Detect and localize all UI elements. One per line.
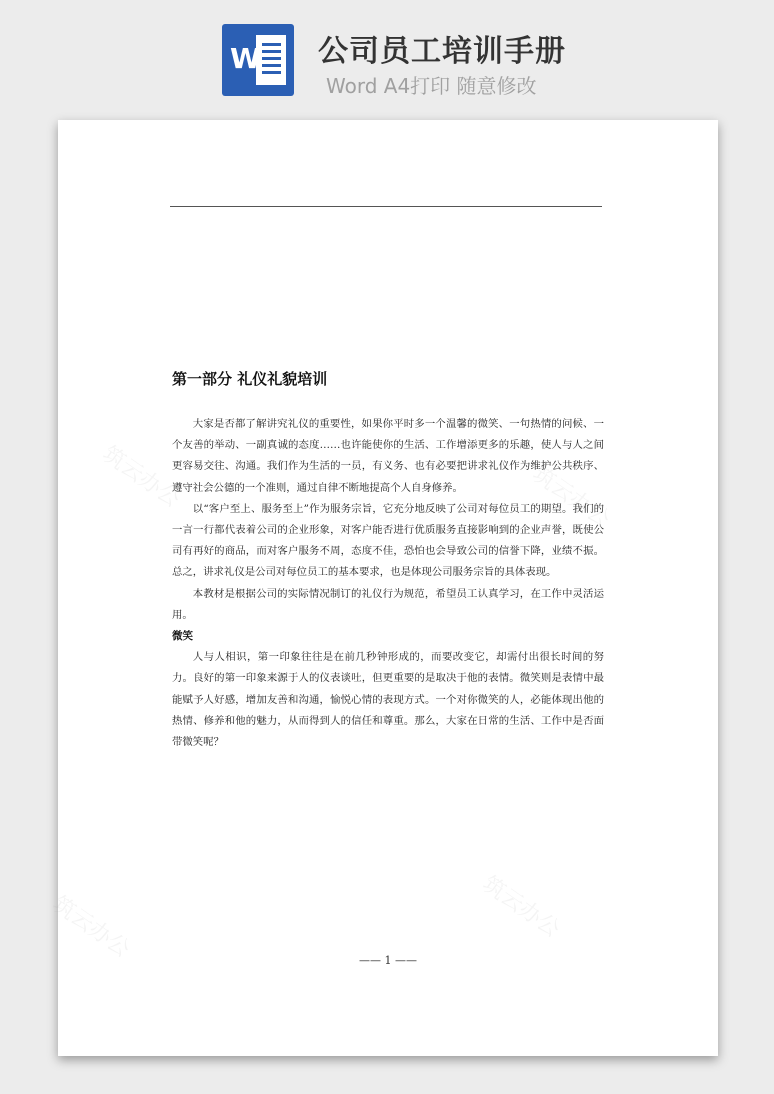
watermark: 筑云办公 bbox=[47, 891, 135, 963]
banner-subtitle: Word A4打印 随意修改 bbox=[326, 74, 537, 98]
document-body bbox=[172, 414, 604, 753]
word-logo-letter: W bbox=[230, 42, 261, 75]
preview-banner bbox=[0, 0, 774, 110]
page-number: —— 1 —— bbox=[359, 954, 417, 967]
watermark: 筑云办公 bbox=[97, 441, 185, 513]
document-page bbox=[47, 120, 718, 1056]
banner-title: 公司员工培训手册 bbox=[318, 34, 566, 69]
subheading: 微笑 bbox=[172, 630, 193, 643]
watermark: 筑云办公 bbox=[527, 461, 615, 533]
body-paragraph: 本教材是根据公司的实际情况制订的礼仪行为规范，希望员工认真学习，在工作中灵活运用。 bbox=[172, 587, 604, 621]
body-paragraph: 以“客户至上、服务至上”作为服务宗旨，它充分地反映了公司对每位员工的期望。我们的一言一行都代表着公司的企业形象，对客户能否进行优质服务直接影响到的企业声誉，既使公司有再好的商品，而对客户服务不周，态度不佳，恐怕也会导致公司的信誉下降，业绩不振。总之，讲求礼仪是公司对每位员工的基本要求，也是体现公司服务宗旨的具体表现。 bbox=[172, 502, 604, 579]
body-paragraph: 大家是否都了解讲究礼仪的重要性，如果你平时多一个温馨的微笑、一句热情的问候、一个友善的举动、一副真诚的态度……也许能使你的生活、工作增添更多的乐趣，使人与人之间更容易交往、沟通。我们作为生活的一员，有义务、也有必要把讲求礼仪作为维护公共秩序、遵守社会公德的一个准则，通过自律不断地提高个人自身修养。 bbox=[172, 418, 604, 494]
section-title: 第一部分 礼仪礼貌培训 bbox=[172, 370, 328, 388]
header-rule bbox=[170, 206, 602, 207]
word-icon bbox=[222, 24, 294, 96]
watermark: 筑云办公 bbox=[477, 871, 565, 943]
body-paragraph: 人与人相识，第一印象往往是在前几秒钟形成的，而要改变它，却需付出很长时间的努力。良好的第一印象来源于人的仪表谈吐，但更重要的是取决于他的表情。微笑则是表情中最能赋予人好感，增加友善和沟通，愉悦心情的表现方式。一个对你微笑的人，必能体现出他的热情、修养和他的魅力，从而得到人的信任和尊重。那么，大家在日常的生活、工作中是否面带微笑呢？ bbox=[172, 651, 604, 749]
